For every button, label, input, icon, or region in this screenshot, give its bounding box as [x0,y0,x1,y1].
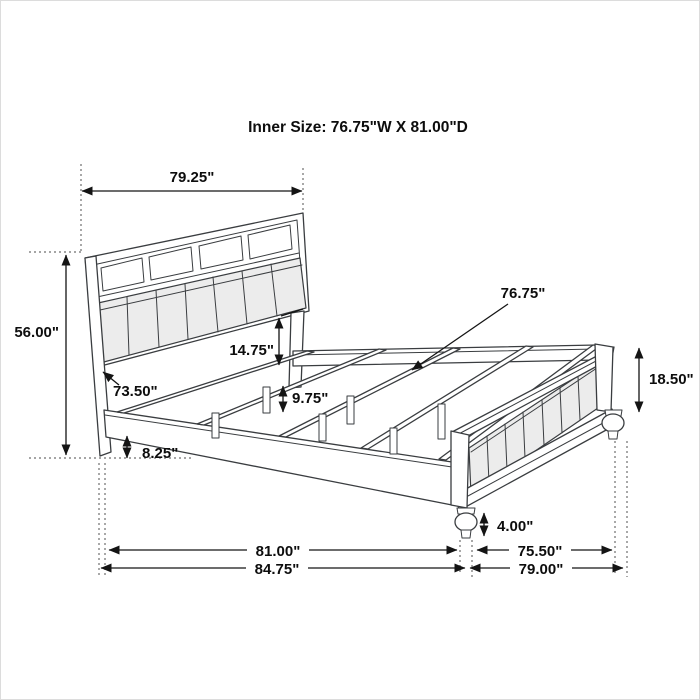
slat-leg [263,387,270,413]
footboard [451,344,624,538]
bed-dimension-drawing [1,1,700,700]
bed-drawing [85,213,624,538]
slat-leg [347,396,354,424]
foot-height-label: 4.00" [497,518,534,535]
overall-depth-label: 84.75" [254,561,300,578]
slat-leg [438,404,445,439]
diagram-title: Inner Size: 76.75"W X 81.00"D [248,119,468,136]
rail-length-label: 73.50" [113,383,158,400]
footboard-right-post [595,344,613,412]
dimension-footboard-width [470,560,623,578]
dimension-overall-depth [101,560,465,578]
slat [117,351,314,413]
bun-foot [602,410,624,439]
bun-foot [455,508,477,538]
slat-length-label: 76.75" [500,285,546,302]
headboard-panel-to-slat-label: 14.75" [229,342,274,359]
slat-leg [212,413,219,438]
dimension-headboard-height [14,255,66,455]
dimension-footboard-height [639,348,694,412]
footboard-inner-width-label: 75.50" [517,543,563,560]
dimension-headboard-width [82,169,302,191]
slat-height-label: 9.75" [292,390,329,407]
inner-depth-label: 81.00" [255,543,301,560]
dimension-rail-length [103,372,158,400]
dimension-footboard-inner-width [477,542,612,560]
footboard-height-label: 18.50" [649,371,694,388]
slat-leg [319,414,326,441]
slat-leg [390,428,397,454]
headboard-height-label: 56.00" [14,324,59,341]
dimension-inner-depth [109,542,457,560]
footboard-width-label: 79.00" [518,561,564,578]
rail-clearance-label: 8.25" [142,445,179,462]
footboard-left-post [451,431,469,508]
headboard-right-leg [289,311,304,388]
headboard-width-label: 79.25" [169,169,215,186]
dimension-foot-height [484,513,533,536]
